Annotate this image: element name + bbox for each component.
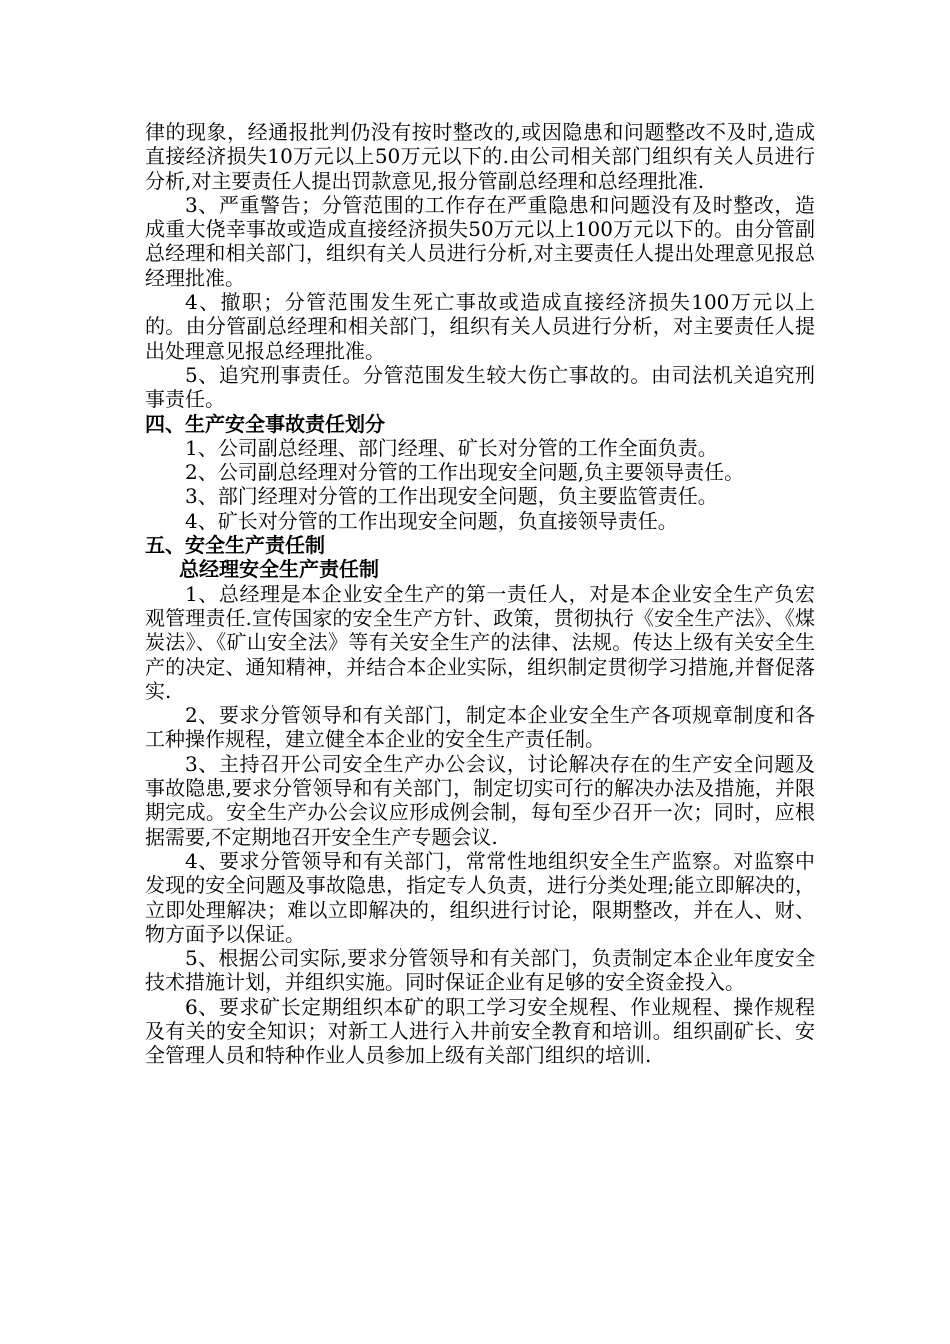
paragraph: 3、严重警告；分管范围的工作存在严重隐患和问题没有及时整改，造成重大侥幸事故或造成直接经济损失50万元以上100万元以下的。由分管副总经理和相关部门，组织有关人员进行分析,对主要责任人提出处理意见报总经理批准。 <box>145 192 815 290</box>
section-heading: 四、生产安全事故责任划分 <box>145 411 385 436</box>
paragraph: 1、总经理是本企业安全生产的第一责任人，对是本企业安全生产负宏观管理责任.宣传国家的安全生产方针、政策，贯彻执行《安全生产法》、《煤炭法》、《矿山安全法》等有关安全生产的法律、法规。传达上级有关安全生产的决定、通知精神，并结合本企业实际，组织制定贯彻学习措施,并督促落实. <box>145 581 815 703</box>
paragraph: 4、矿长对分管的工作出现安全问题，负直接领导责任。 <box>185 508 678 533</box>
document-page <box>145 120 815 1068</box>
section-heading: 五、安全生产责任制 <box>145 533 325 558</box>
paragraph: 5、追究刑事责任。分管范围发生较大伤亡事故的。由司法机关追究刑事责任。 <box>145 362 815 412</box>
paragraph: 6、要求矿长定期组织本矿的职工学习安全规程、作业规程、操作规程及有关的安全知识；对新工人进行入井前安全教育和培训。组织副矿长、安全管理人员和特种作业人员参加上级有关部门组织的培训. <box>145 994 815 1068</box>
paragraph: 4、撤职；分管范围发生死亡事故或造成直接经济损失100万元以上的。由分管副总经理和相关部门，组织有关人员进行分析，对主要责任人提出处理意见报总经理批准。 <box>145 290 815 363</box>
paragraph: 2、公司副总经理对分管的工作出现安全问题,负主要领导责任。 <box>185 460 745 485</box>
paragraph: 3、部门经理对分管的工作出现安全问题，负主要监管责任。 <box>185 484 718 509</box>
paragraph: 3、主持召开公司安全生产办公会议，讨论解决存在的生产安全问题及事故隐患,要求分管领导和有关部门，制定切实可行的解决办法及措施，并限期完成。安全生产办公会议应形成例会制，每旬至少召开一次；同时，应根据需要,不定期地召开安全生产专题会议. <box>145 751 815 849</box>
paragraph: 4、要求分管领导和有关部门，常常性地组织安全生产监察。对监察中发现的安全问题及事故隐患，指定专人负责，进行分类处理;能立即解决的，立即处理解决；难以立即解决的，组织进行讨论，限期整改，并在人、财、物方面予以保证。 <box>145 848 815 946</box>
sub-heading: 总经理安全生产责任制 <box>179 557 379 582</box>
paragraph: 律的现象，经通报批判仍没有按时整改的,或因隐患和问题整改不及时,造成直接经济损失10万元以上50万元以下的.由公司相关部门组织有关人员进行分析,对主要责任人提出罚款意见,报分管副总经理和总经理批准. <box>145 120 815 193</box>
paragraph: 5、根据公司实际,要求分管领导和有关部门，负责制定本企业年度安全技术措施计划，并组织实施。同时保证企业有足够的安全资金投入。 <box>145 946 815 995</box>
paragraph: 2、要求分管领导和有关部门，制定本企业安全生产各项规章制度和各工种操作规程，建立健全本企业的安全生产责任制。 <box>145 703 815 752</box>
paragraph: 1、公司副总经理、部门经理、矿长对分管的工作全面负责。 <box>185 435 718 460</box>
